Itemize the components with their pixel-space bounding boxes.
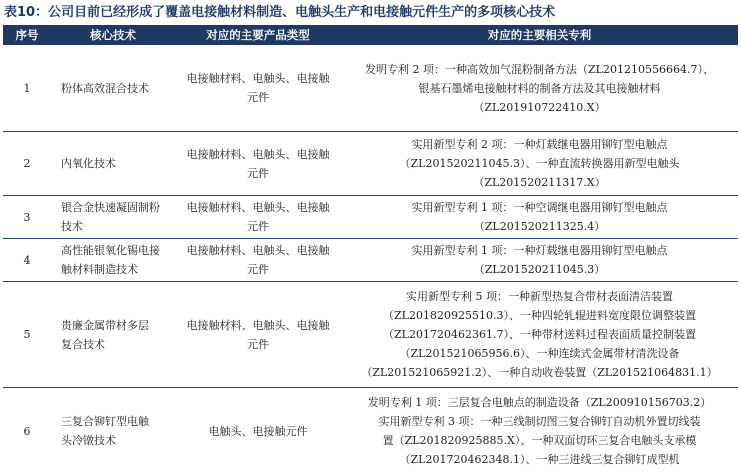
row-product-cell [175,282,341,388]
patent-line: 置（ZL201820925885.X）、一种双面切环三复合电触头支承模 [345,431,734,450]
cell-line: 元件 [179,335,337,354]
cell-line: 贵廉金属带材多层 [61,316,171,335]
row-num-cell: 3 [3,196,51,239]
cell-line: 元件 [179,88,337,107]
header-product: 对应的主要产品类型 [175,25,341,45]
patent-line: （ZL201820925510.3）、一种四轮轧辊进料宽度限位调整装置 [345,306,734,325]
row-tech-cell [51,196,175,239]
header-tech: 核心技术 [51,25,175,45]
core-technology-table [3,25,738,474]
cell-line: 电触头、电接触元件 [179,422,337,441]
cell-line: 电接触材料、电触头、电接触 [179,198,337,217]
table-header-row [3,25,738,45]
patent-line: 实用新型专利 3 项：一种三线制切图三复合铆钉自动机外置切线装 [345,412,734,431]
row-num-cell: 2 [3,132,51,196]
row-product-cell [175,388,341,474]
row-product-cell [175,196,341,239]
row-product-cell [175,239,341,282]
cell-line: 元件 [179,164,337,183]
row-patent-cell [341,239,738,282]
patent-line: （ZL201520211325.4） [345,217,734,236]
row-patent-cell [341,196,738,239]
row-product-cell [175,132,341,196]
row-num-cell: 4 [3,239,51,282]
patent-line: （ZL201520211317.X） [345,173,734,192]
table-row [3,388,738,474]
cell-line: 元件 [179,217,337,236]
patent-line: （ZL201521065921.2）、一种自动收卷装置（ZL201521064831.1） [345,363,734,382]
cell-line: 技术 [61,217,171,236]
patent-line: 实用新型专利 5 项：一种新型热复合带材表面清洁装置 [345,287,734,306]
row-patent-cell [341,282,738,388]
row-tech-cell [51,45,175,132]
cell-line: 电接触材料、电触头、电接触 [179,69,337,88]
row-patent-cell [341,388,738,474]
row-num-cell: 5 [3,282,51,388]
row-patent-cell [341,132,738,196]
patent-line: 发明专利 1 项：三层复合电触点的制造设备（ZL200910156703.2） [345,393,734,412]
cell-line: 银合金快速凝固制粉 [61,198,171,217]
cell-line: 三复合铆钉型电触 [61,412,171,431]
cell-line: 触材料制造技术 [61,260,171,279]
patent-line: 实用新型专利 1 项：一种空调继电器用铆钉型电触点 [345,198,734,217]
cell-line: 电接触材料、电触头、电接触 [179,145,337,164]
row-patent-cell [341,45,738,132]
patent-line: （ZL201520211045.3）、一种直流转换器用新型电触头 [345,154,734,173]
table-row [3,239,738,282]
table-row [3,196,738,239]
cell-line: 内氧化技术 [61,154,171,173]
row-tech-cell [51,132,175,196]
row-tech-cell [51,388,175,474]
patent-line: （ZL201910722410.X） [345,98,734,117]
patent-line: 银基石墨烯电接触材料的制备方法及其电接触材料 [345,79,734,98]
patent-line: 发明专利 2 项：一种高效加气混粉制备方法（ZL201210556664.7）、 [345,60,734,79]
table-row [3,45,738,132]
cell-line: 电接触材料、电触头、电接触 [179,241,337,260]
table-row [3,282,738,388]
header-patent: 对应的主要相关专利 [341,25,738,45]
cell-line: 复合技术 [61,335,171,354]
row-tech-cell [51,282,175,388]
patent-line: （ZL201720462348.1）、一种三进线三复合铆钉成型机 [345,450,734,469]
cell-line: 电接触材料、电触头、电接触 [179,316,337,335]
table-title: 表10：公司目前已经形成了覆盖电接触材料制造、电触头生产和电接触元件生产的多项核心技术 [4,3,555,23]
table-row [3,132,738,196]
patent-line: 实用新型专利 2 项：一种灯载继电器用铆钉型电触点 [345,135,734,154]
patent-line: 实用新型专利 1 项：一种灯载继电器用铆钉型电触点 [345,241,734,260]
row-num-cell: 6 [3,388,51,474]
cell-line: 元件 [179,260,337,279]
header-num: 序号 [3,25,51,45]
patent-line: （ZL201521065956.6）、一种连续式金属带材清洗设备 [345,344,734,363]
cell-line: 头冷镦技术 [61,431,171,450]
cell-line: 高性能银氧化锡电接 [61,241,171,260]
row-product-cell [175,45,341,132]
row-tech-cell [51,239,175,282]
row-num-cell: 1 [3,45,51,132]
patent-line: （ZL201520211045.3） [345,260,734,279]
patent-line: （ZL201720462361.7）、一种带材送料过程表面质量控制装置 [345,325,734,344]
cell-line: 粉体高效混合技术 [61,79,171,98]
